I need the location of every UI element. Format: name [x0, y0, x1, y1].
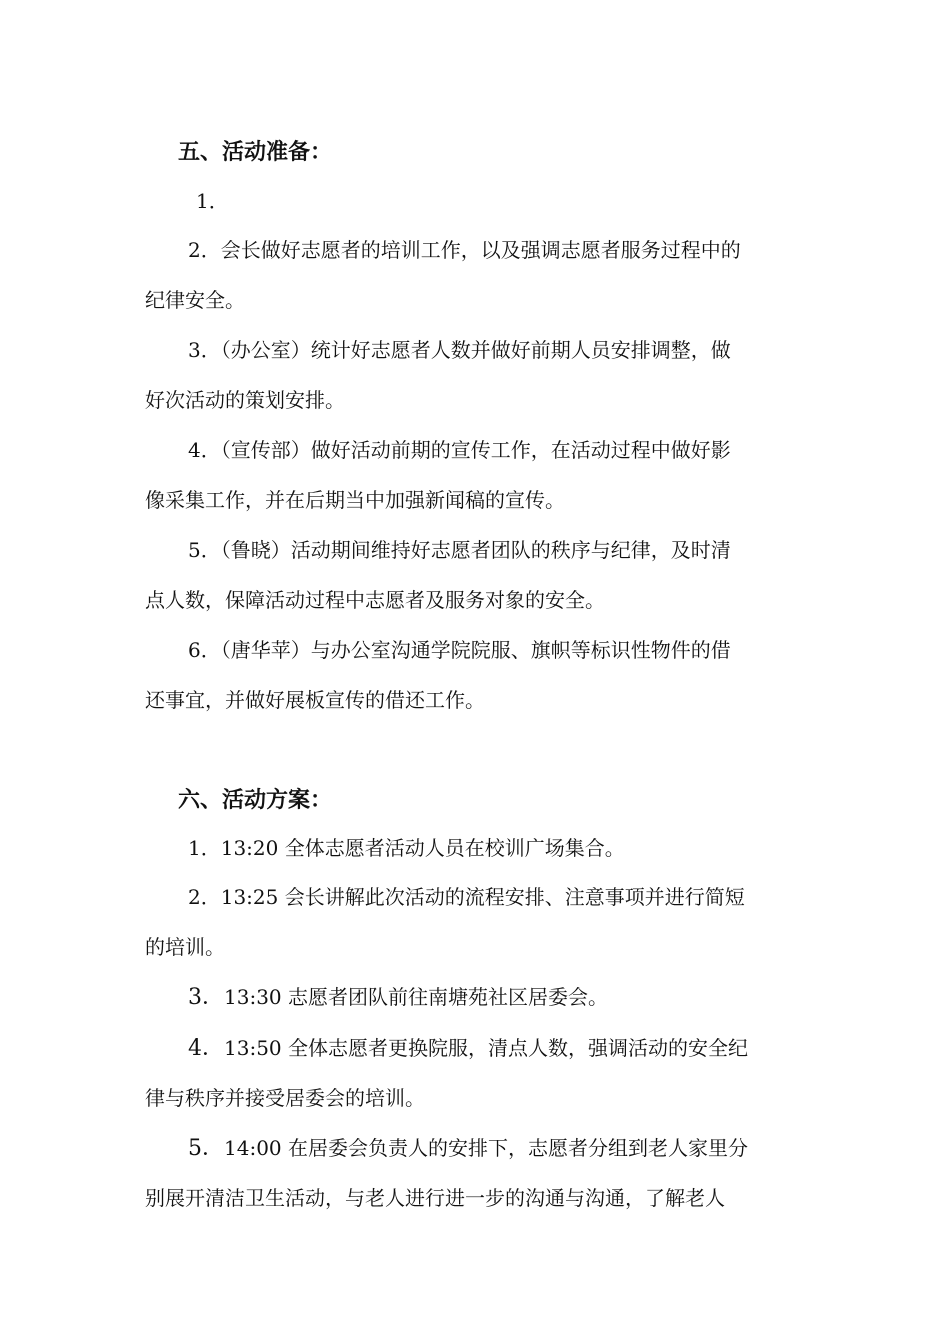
- prep-item-5: [188, 535, 731, 565]
- prep-item-3-cont: 好次活动的策划安排。: [145, 388, 345, 412]
- prep-item-4-cont: 像采集工作，并在后期当中加强新闻稿的宣传。: [145, 488, 565, 512]
- item-text: 会长做好志愿者的培训工作，以及强调志愿者服务过程中的: [220, 238, 741, 262]
- item-number: 1．: [196, 189, 229, 213]
- section-heading-plan: 六、活动方案：: [178, 787, 333, 813]
- plan-item-5-cont: 别展开清洁卫生活动，与老人进行进一步的沟通与沟通，了解老人: [145, 1186, 725, 1210]
- item-number: 3．: [188, 338, 221, 362]
- item-text: 13:30 志愿者团队前往南塘苑社区居委会。: [224, 985, 608, 1009]
- prep-item-2: [188, 235, 741, 265]
- item-number: 5．: [188, 538, 221, 562]
- item-number: 6．: [188, 638, 221, 662]
- prep-item-4: [188, 435, 731, 465]
- item-text: （唐华苹）与办公室沟通学院院服、旗帜等标识性物件的借: [220, 638, 731, 662]
- item-text: 13:25 会长讲解此次活动的流程安排、注意事项并进行简短: [220, 885, 745, 909]
- prep-item-1: [196, 186, 229, 216]
- prep-item-3: [188, 335, 731, 365]
- item-number: 3．: [188, 985, 224, 1010]
- item-number: 4．: [188, 438, 221, 462]
- prep-item-2-cont: 纪律安全。: [145, 288, 245, 312]
- item-text: 14:00 在居委会负责人的安排下，志愿者分组到老人家里分: [224, 1136, 748, 1160]
- plan-item-2: [188, 882, 745, 912]
- plan-item-4-cont: 律与秩序并接受居委会的培训。: [145, 1086, 425, 1110]
- section-heading-preparation: 五、活动准备：: [178, 139, 333, 165]
- item-number: 1．: [188, 836, 221, 860]
- item-number: 5．: [188, 1136, 224, 1161]
- plan-item-5: [188, 1133, 748, 1164]
- prep-item-5-cont: 点人数，保障活动过程中志愿者及服务对象的安全。: [145, 588, 605, 612]
- prep-item-6-cont: 还事宜，并做好展板宣传的借还工作。: [145, 688, 485, 712]
- item-text: 13:20 全体志愿者活动人员在校训广场集合。: [220, 836, 625, 860]
- plan-item-2-cont: 的培训。: [145, 935, 225, 959]
- item-text: 13:50 全体志愿者更换院服，清点人数，强调活动的安全纪: [224, 1036, 748, 1060]
- plan-item-4: [188, 1033, 748, 1064]
- prep-item-6: [188, 635, 731, 665]
- item-number: 2．: [188, 238, 221, 262]
- item-number: 2．: [188, 885, 221, 909]
- plan-item-1: [188, 833, 625, 863]
- plan-item-3: [188, 982, 608, 1013]
- item-number: 4．: [188, 1036, 224, 1061]
- item-text: （鲁晓）活动期间维持好志愿者团队的秩序与纪律，及时清: [220, 538, 731, 562]
- item-text: （宣传部）做好活动前期的宣传工作，在活动过程中做好影: [220, 438, 731, 462]
- item-text: （办公室）统计好志愿者人数并做好前期人员安排调整，做: [220, 338, 731, 362]
